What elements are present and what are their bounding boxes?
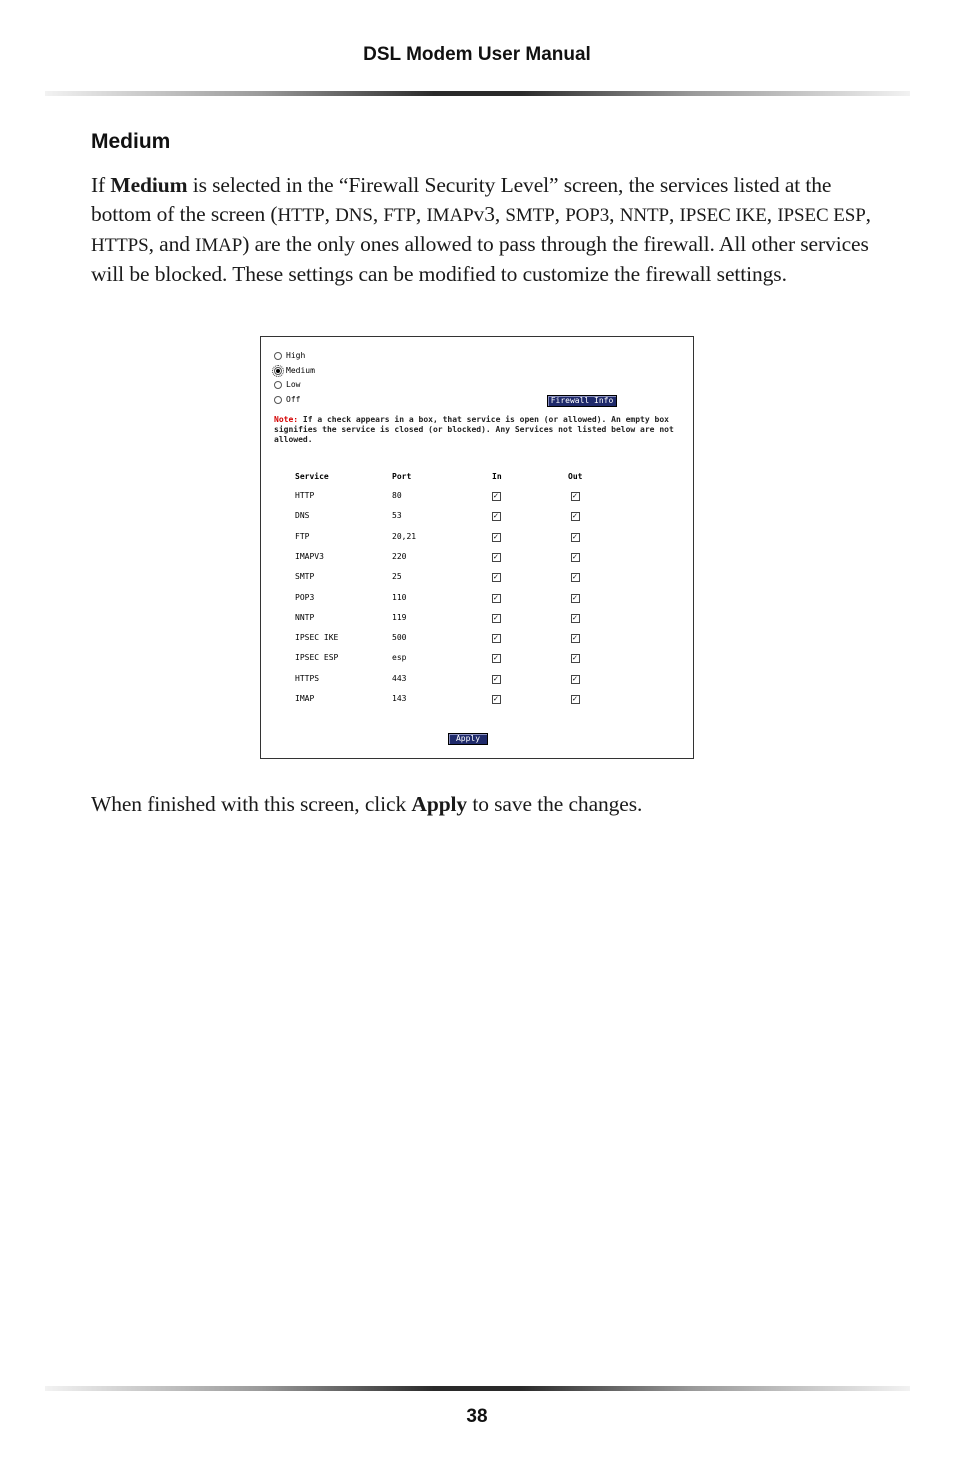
out-checkbox[interactable] (571, 614, 580, 623)
out-checkbox[interactable] (571, 553, 580, 562)
out-checkbox[interactable] (571, 654, 580, 663)
service-name: DNS (295, 511, 310, 521)
radio-button-selected[interactable] (274, 367, 282, 375)
manual-title: DSL Modem User Manual (363, 44, 591, 65)
service-port: 20,21 (392, 531, 417, 541)
out-checkbox[interactable] (571, 492, 580, 501)
out-checkbox[interactable] (571, 573, 580, 582)
service-name: NNTP (295, 612, 315, 622)
out-checkbox[interactable] (571, 695, 580, 704)
firewall-screenshot (260, 336, 694, 759)
apply-button[interactable]: Apply (448, 733, 488, 745)
service-port: 500 (392, 633, 407, 643)
service-name: IPSEC IKE (295, 633, 339, 643)
out-checkbox[interactable] (571, 594, 580, 603)
in-checkbox[interactable] (492, 695, 501, 704)
in-checkbox[interactable] (492, 533, 501, 542)
column-header-port: Port (392, 472, 412, 481)
service-port: 110 (392, 592, 407, 602)
in-checkbox[interactable] (492, 654, 501, 663)
service-port: 25 (392, 572, 402, 582)
header-rule (45, 91, 910, 96)
section-heading: Medium (91, 130, 171, 153)
service-name: HTTP (295, 491, 315, 500)
service-port: 80 (392, 491, 402, 500)
service-port: 220 (392, 551, 407, 561)
in-checkbox[interactable] (492, 553, 501, 562)
service-name: FTP (295, 531, 310, 541)
radio-low[interactable]: Low (274, 378, 300, 391)
radio-medium[interactable]: Medium (274, 364, 315, 377)
out-checkbox[interactable] (571, 675, 580, 684)
page-number: 38 (466, 1406, 488, 1427)
in-checkbox[interactable] (492, 512, 501, 521)
in-checkbox[interactable] (492, 594, 501, 603)
closing-paragraph: When finished with this screen, click Apply to save the changes. (91, 792, 643, 816)
radio-button[interactable] (274, 381, 282, 389)
radio-high[interactable]: High (274, 349, 305, 362)
service-name: IMAP (295, 694, 315, 703)
service-name: POP3 (295, 592, 315, 602)
in-checkbox[interactable] (492, 675, 501, 684)
service-port: 143 (392, 694, 407, 703)
intro-paragraph: If Medium is selected in the “Firewall Security Level” screen, the services listed at the bottom of the screen (HTTP, DNS, FTP, IMAPv3, SMTP, POP3, NNTP, IPSEC IKE, IPSEC ESP, HTTPS, and IMAP) are the only ones allowed to pass through the firewall. All other services will be blocked. These settings can be modified to customize the firewall settings. (91, 173, 871, 286)
service-port: 119 (392, 612, 407, 622)
column-header-out: Out (568, 472, 583, 481)
service-name: HTTPS (295, 673, 320, 683)
in-checkbox[interactable] (492, 634, 501, 643)
service-name: IPSEC ESP (295, 653, 339, 663)
out-checkbox[interactable] (571, 533, 580, 542)
out-checkbox[interactable] (571, 512, 580, 521)
footer-rule (45, 1386, 910, 1391)
in-checkbox[interactable] (492, 492, 501, 501)
out-checkbox[interactable] (571, 634, 580, 643)
service-port: 53 (392, 511, 402, 521)
service-name: IMAPV3 (295, 551, 324, 561)
column-header-service: Service (295, 472, 329, 481)
radio-button[interactable] (274, 352, 282, 360)
firewall-info-button[interactable]: Firewall Info (547, 395, 617, 407)
service-name: SMTP (295, 572, 315, 582)
service-port: 443 (392, 673, 407, 683)
radio-off[interactable]: Off (274, 393, 300, 406)
in-checkbox[interactable] (492, 573, 501, 582)
note-text: Note: If a check appears in a box, that service is open (or allowed). An empty box signifies the service is closed (or blocked). Any Services not listed below are not allowed. (274, 415, 674, 444)
radio-button[interactable] (274, 396, 282, 404)
column-header-in: In (492, 472, 502, 481)
service-port: esp (392, 653, 407, 663)
in-checkbox[interactable] (492, 614, 501, 623)
